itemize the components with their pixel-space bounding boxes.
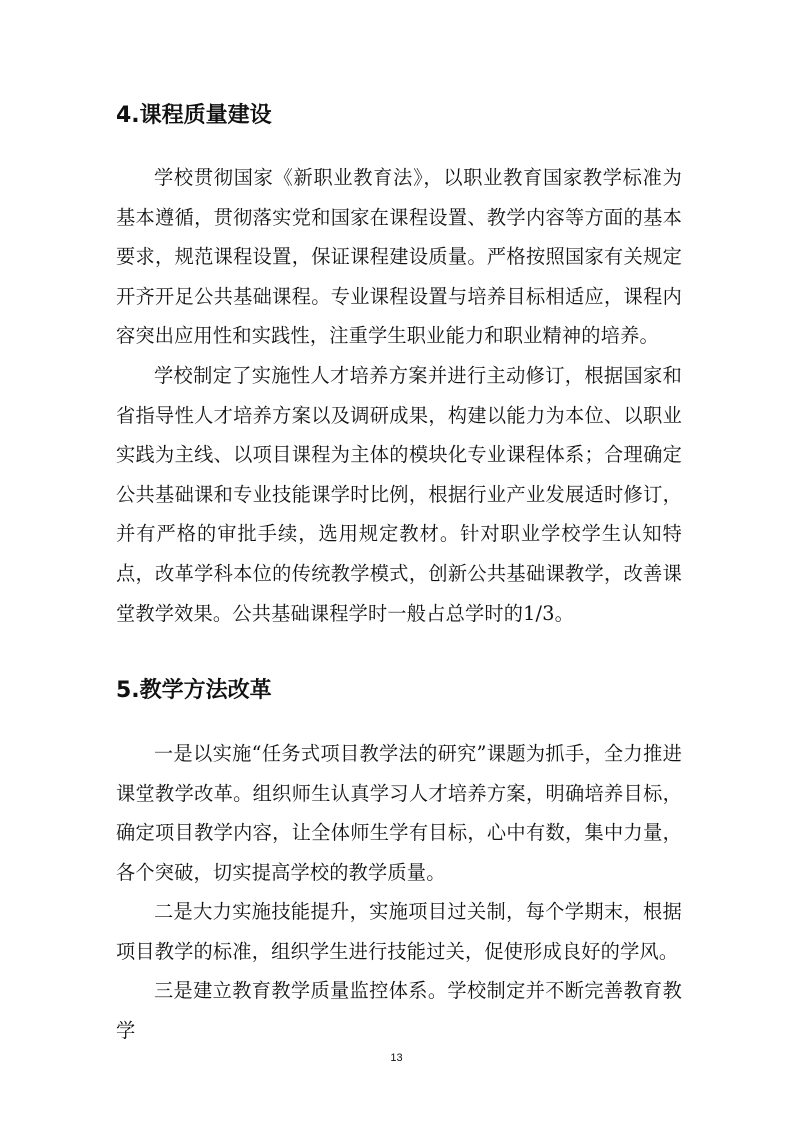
section-heading-teaching-reform: 5.教学方法改革 [116,678,272,703]
page-number: 13 [390,1052,403,1064]
paragraph-teaching-reform-2: 二是大力实施技能提升，实施项目过关制，每个学期末，根据项目教学的标准，组织学生进行技能过关，促使形成良好的学风。 [116,900,682,963]
paragraph-teaching-reform-1: 一是以实施“任务式项目教学法的研究”课题为抓手，全力推进课堂教学改革。组织师生认真学习人才培养方案，明确培养目标，确定项目教学内容，让全体师生学有目标，心中有数，集中力量，各个突破，切实提高学校的教学质量。 [116,742,682,884]
paragraph-teaching-reform-3: 三是建立教育教学质量监控体系。学校制定并不断完善教育教学 [116,979,682,1042]
section-heading-course-quality: 4.课程质量建设 [116,103,272,128]
paragraph-course-quality-2: 学校制定了实施性人才培养方案并进行主动修订，根据国家和省指导性人才培养方案以及调研成果，构建以能力为本位、以职业实践为主线、以项目课程为主体的模块化专业课程体系；合理确定公共基础课和专业技能课学时比例，根据行业产业发展适时修订，并有严格的审批手续，选用规定教材。针对职业学校学生认知特点，改革学科本位的传统教学模式，创新公共基础课教学，改善课堂教学效果。公共基础课程学时一般占总学时的1/3。 [116,364,682,625]
paragraph-course-quality-1: 学校贯彻国家《新职业教育法》，以职业教育国家教学标准为基本遵循，贯彻落实党和国家在课程设置、教学内容等方面的基本要求，规范课程设置，保证课程建设质量。严格按照国家有关规定开齐开足公共基础课程。专业课程设置与培养目标相适应，课程内容突出应用性和实践性，注重学生职业能力和职业精神的培养。 [116,166,682,348]
